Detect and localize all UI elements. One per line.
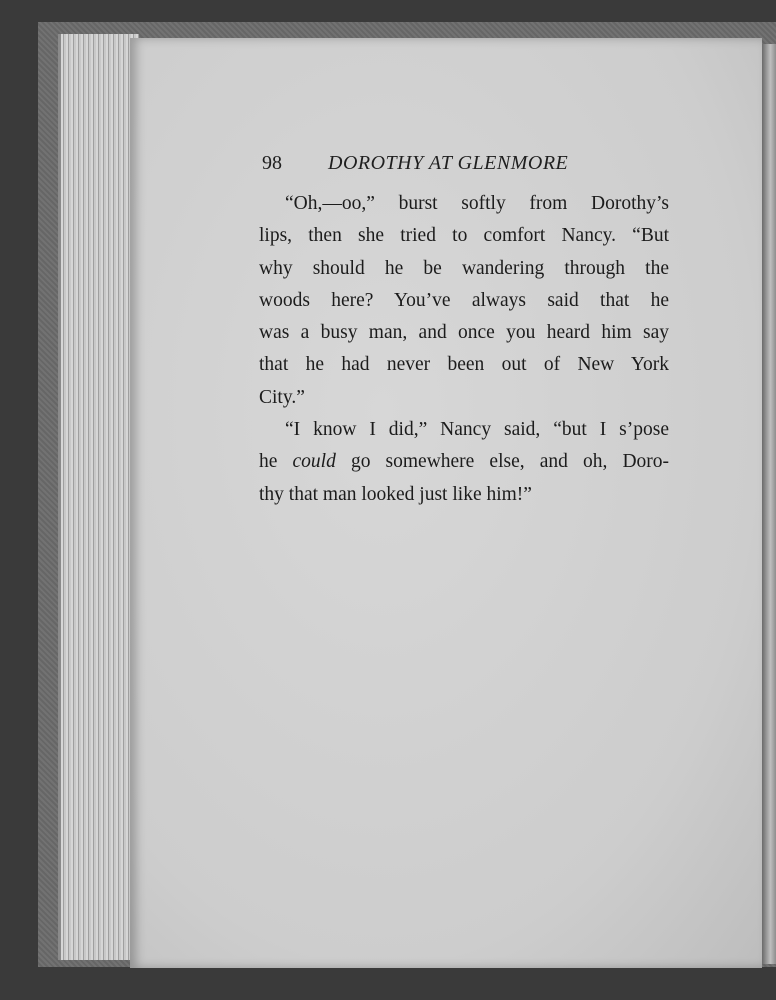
text-line: City.” <box>259 386 305 408</box>
text-line: thy that man looked just like him!” <box>259 483 532 505</box>
facing-page-edge <box>762 44 776 964</box>
text-line: that he had never been out of New York <box>259 354 669 376</box>
text-line: “Oh,—oo,” burst softly from Dorothy’s <box>285 193 669 214</box>
page-edges <box>58 34 139 960</box>
emphasis-word: could <box>292 451 336 473</box>
paragraph <box>259 188 669 414</box>
page-number: 98 <box>262 152 282 174</box>
text-line: woods here? You’ve always said that he <box>259 289 669 311</box>
text-line: was a busy man, and once you heard him say <box>259 322 669 344</box>
running-title: DOROTHY AT GLENMORE <box>328 152 569 174</box>
text-line: why should he be wandering through the <box>259 257 669 279</box>
running-header <box>262 152 602 175</box>
paragraph <box>259 414 669 511</box>
text-line: “I know I did,” Nancy said, “but I s’pose <box>285 419 669 441</box>
body-text <box>259 188 669 511</box>
text-line: he could go somewhere else, and oh, Doro- <box>259 451 670 473</box>
text-line: lips, then she tried to comfort Nancy. “But <box>259 225 669 247</box>
